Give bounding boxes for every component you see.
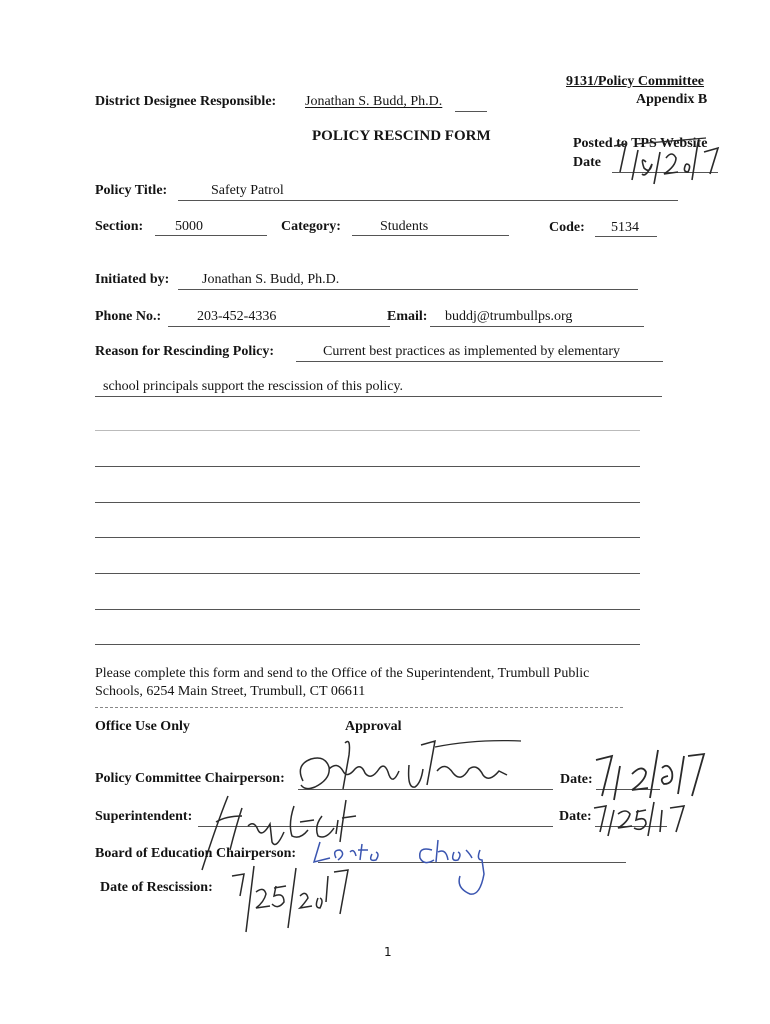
district-designee-line bbox=[455, 111, 487, 112]
reason-line-2: school principals support the rescission of this policy. bbox=[103, 379, 404, 394]
reason-line-1: Current best practices as implemented by elementary bbox=[323, 344, 621, 359]
committee-reference: 9131/Policy Committee bbox=[566, 74, 705, 89]
policy-title-line bbox=[178, 200, 678, 201]
category-label: Category: bbox=[281, 219, 341, 234]
form-title: POLICY RESCIND FORM bbox=[312, 128, 491, 144]
appendix-label: Appendix B bbox=[636, 92, 708, 107]
reason-label: Reason for Rescinding Policy: bbox=[95, 344, 275, 359]
blank-line bbox=[95, 430, 640, 431]
email-value: buddj@trumbullps.org bbox=[445, 309, 573, 324]
phone-value: 203-452-4336 bbox=[197, 309, 277, 324]
posted-date-handwriting bbox=[606, 134, 722, 201]
superintendent-date-handwriting bbox=[592, 798, 692, 843]
policy-title-value: Safety Patrol bbox=[211, 183, 284, 198]
code-value: 5134 bbox=[611, 220, 639, 235]
section-value: 5000 bbox=[175, 219, 203, 234]
phone-label: Phone No.: bbox=[95, 309, 162, 324]
page-number: 1 bbox=[384, 945, 392, 959]
blank-line bbox=[95, 609, 640, 610]
initiated-by-label: Initiated by: bbox=[95, 272, 170, 287]
section-line bbox=[155, 235, 267, 236]
posted-label: Posted to TPS Website bbox=[573, 136, 708, 151]
category-line bbox=[352, 235, 509, 236]
email-line bbox=[430, 326, 644, 327]
blank-line bbox=[95, 644, 640, 645]
dashed-separator bbox=[95, 707, 623, 708]
superintendent-label: Superintendent: bbox=[95, 809, 193, 824]
office-use-label: Office Use Only bbox=[95, 719, 190, 734]
code-line bbox=[595, 236, 657, 237]
district-designee-value: Jonathan S. Budd, Ph.D. bbox=[305, 94, 443, 109]
reason-underline-2 bbox=[95, 396, 662, 397]
phone-line bbox=[168, 326, 390, 327]
rescission-label: Date of Rescission: bbox=[100, 880, 213, 895]
posted-date-label: Date bbox=[573, 155, 601, 170]
chair-date-label: Date: bbox=[560, 772, 593, 787]
superintendent-date-label: Date: bbox=[559, 809, 592, 824]
board-chair-label: Board of Education Chairperson: bbox=[95, 846, 297, 861]
category-value: Students bbox=[380, 219, 429, 234]
blank-line bbox=[95, 502, 640, 503]
section-label: Section: bbox=[95, 219, 144, 234]
email-label: Email: bbox=[387, 309, 428, 324]
instructions-line-2: Schools, 6254 Main Street, Trumbull, CT 06611 bbox=[95, 684, 366, 699]
blank-line bbox=[95, 537, 640, 538]
district-designee-label: District Designee Responsible: bbox=[95, 94, 277, 109]
code-label: Code: bbox=[549, 220, 585, 235]
blank-line bbox=[95, 573, 640, 574]
rescission-date-handwriting bbox=[224, 862, 354, 941]
blank-line bbox=[95, 466, 640, 467]
policy-title-label: Policy Title: bbox=[95, 183, 168, 198]
instructions-line-1: Please complete this form and send to the Office of the Superintendent, Trumbull Public bbox=[95, 666, 590, 681]
chair-label: Policy Committee Chairperson: bbox=[95, 771, 285, 786]
approval-label: Approval bbox=[345, 719, 402, 734]
initiated-by-value: Jonathan S. Budd, Ph.D. bbox=[202, 272, 340, 287]
initiated-by-line bbox=[178, 289, 638, 290]
reason-underline-1 bbox=[296, 361, 663, 362]
